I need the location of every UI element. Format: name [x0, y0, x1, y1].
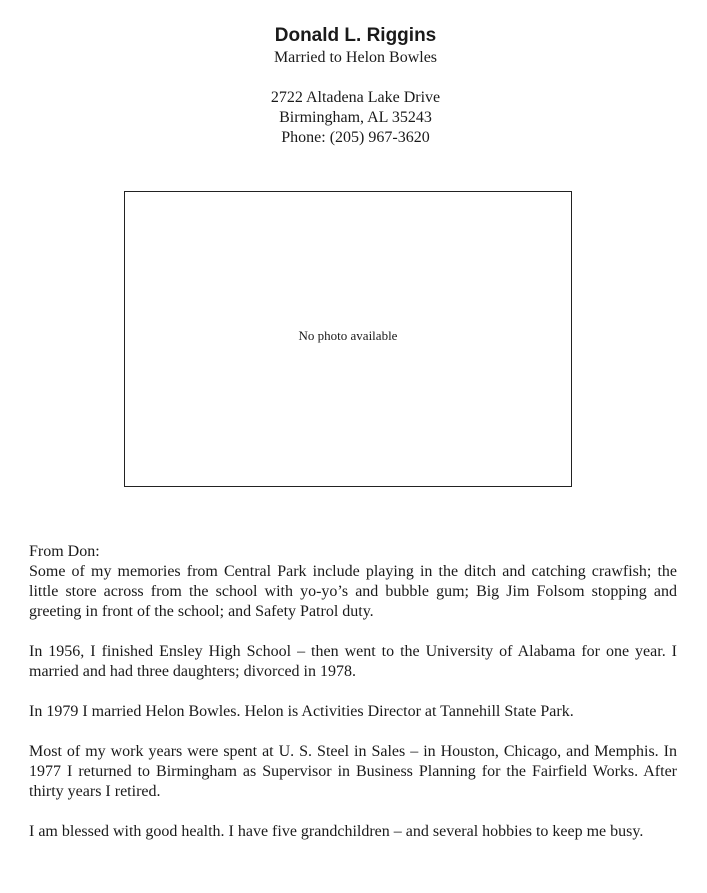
paragraph-career: Most of my work years were spent at U. S. Steel in Sales – in Houston, Chicago, and Memphis. In 1977 I returned to Birmingham as Supervisor in Business Planning for the Fairfield Works. After thirty years I retired. — [29, 743, 677, 800]
paragraph-memories: Some of my memories from Central Park include playing in the ditch and catching crawfish; the little store across from the school with yo-yo’s and bubble gum; Big Jim Folsom stopping and greeting in front of the school; and Safety Patrol duty. — [29, 563, 677, 620]
person-name: Donald L. Riggins — [274, 25, 437, 46]
memories-section — [29, 542, 677, 862]
address-line-1: 2722 Altadena Lake Drive — [270, 89, 441, 106]
paragraph-marriage: In 1979 I married Helon Bowles. Helon is Activities Director at Tannehill State Park. — [29, 703, 574, 720]
spouse-line: Married to Helon Bowles — [273, 49, 438, 66]
contact-block — [0, 88, 707, 148]
paragraph-retirement: I am blessed with good health. I have five grandchildren – and several hobbies to keep me busy. — [29, 823, 644, 840]
profile-header — [0, 24, 707, 148]
from-label: From Don: — [29, 543, 100, 560]
photo-placeholder-frame — [124, 191, 572, 487]
address-line-2: Birmingham, AL 35243 — [279, 109, 432, 126]
paragraph-education: In 1956, I finished Ensley High School – then went to the University of Alabama for one year. I married and had three daughters; divorced in 1978. — [29, 643, 677, 680]
phone-number: Phone: (205) 967-3620 — [281, 129, 430, 146]
no-photo-label: No photo available — [298, 328, 398, 343]
